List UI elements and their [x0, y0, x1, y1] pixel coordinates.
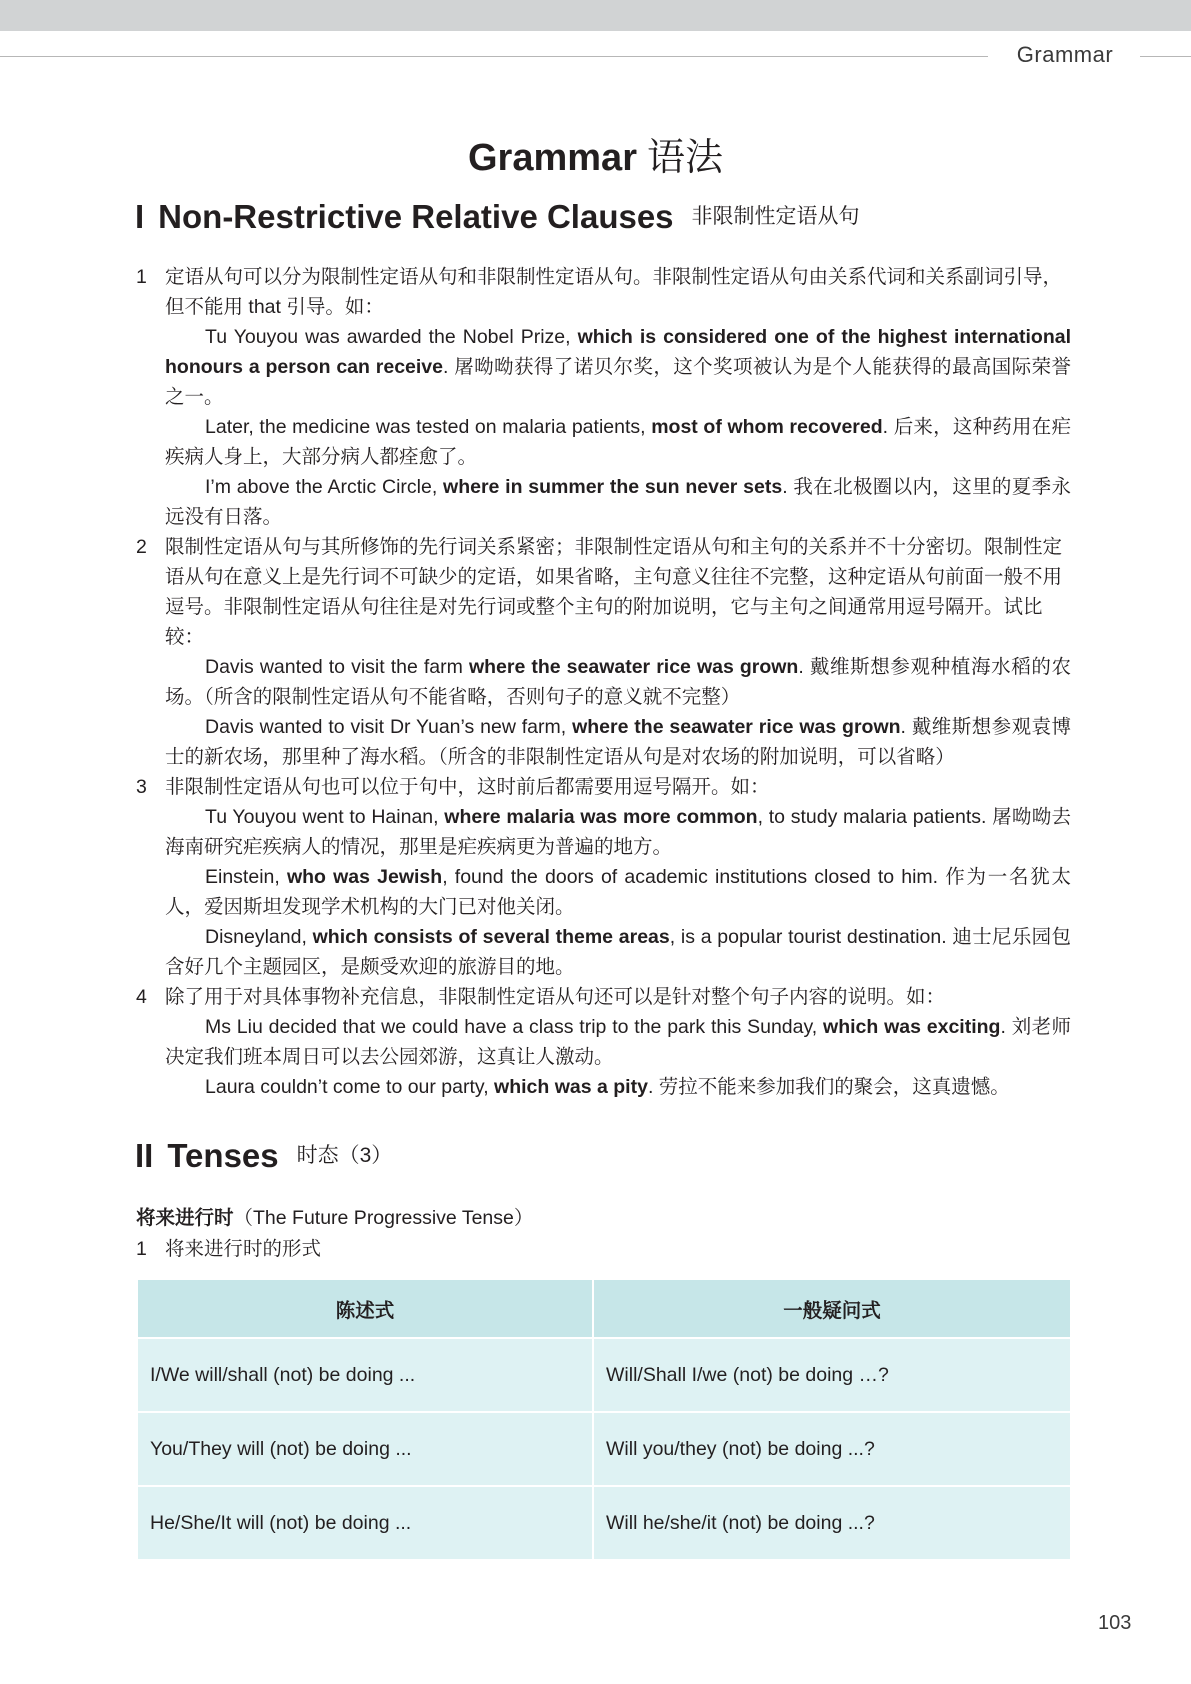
- example-sentence: [165, 472, 1071, 532]
- example-text: . 戴维斯想参观袁博士的新农场，那里种了海水稻。（所含的非限制性定语从句是对农场的附加说明，可以省略）: [165, 716, 1072, 768]
- page-title: [0, 126, 1191, 181]
- example-clause-highlight: where in summer the sun never sets: [443, 476, 783, 498]
- list-item: [136, 982, 1071, 1102]
- example-text: Ms Liu decided that we could have a class trip to the park this Sunday,: [205, 1016, 824, 1038]
- section-number: I: [135, 198, 145, 235]
- example-sentence: [165, 412, 1071, 472]
- example-clause-highlight: which was a pity: [494, 1076, 648, 1098]
- table-cell: Will/Shall I/we (not) be doing …?: [593, 1338, 1071, 1412]
- example-sentence: [165, 322, 1071, 412]
- table-row: [137, 1486, 1071, 1560]
- example-text: , found the doors of academic institutions closed to him. 作为一名犹太人，爱因斯坦发现学术机构的大门已对他关闭。: [165, 866, 1071, 918]
- example-text: , to study malaria patients. 屠呦呦去海南研究疟疾病人的情况，那里是疟疾病更为普遍的地方。: [165, 806, 1072, 858]
- item-text: 将来进行时的形式: [165, 1238, 322, 1260]
- example-text: . 劳拉不能来参加我们的聚会，这真遗憾。: [647, 1076, 1010, 1098]
- item-text: 非限制性定语从句也可以位于句中，这时前后都需要用逗号隔开。如：: [165, 776, 770, 798]
- tense-list-item: [136, 1233, 321, 1261]
- example-text: Davis wanted to visit Dr Yuan’s new farm,: [205, 716, 573, 738]
- section-heading-relative-clauses: [135, 198, 860, 236]
- header-rule-right: [1140, 56, 1191, 57]
- list-item: [136, 772, 1071, 982]
- table-cell: Will he/she/it (not) be doing ...?: [593, 1486, 1071, 1560]
- example-sentence: [165, 802, 1071, 862]
- example-sentence: [165, 1072, 1071, 1102]
- item-number: 1: [136, 1238, 147, 1260]
- item-text: 除了用于对具体事物补充信息，非限制性定语从句还可以是针对整个句子内容的说明。如：: [165, 986, 946, 1008]
- section-heading-tenses: [135, 1137, 392, 1175]
- table-cell: Will you/they (not) be doing ...?: [593, 1412, 1071, 1486]
- example-clause-highlight: who was Jewish: [286, 866, 443, 888]
- example-sentence: [165, 712, 1071, 772]
- list-item: [136, 532, 1071, 772]
- table-row: [137, 1412, 1071, 1486]
- top-gray-band: [0, 0, 1191, 31]
- table-cell: He/She/It will (not) be doing ...: [137, 1486, 593, 1560]
- table-header-question: 一般疑问式: [593, 1279, 1071, 1338]
- table-cell: You/They will (not) be doing ...: [137, 1412, 593, 1486]
- example-text: , is a popular tourist destination. 迪士尼乐园包含好几个主题园区，是颇受欢迎的旅游目的地。: [165, 926, 1071, 978]
- example-text: Davis wanted to visit the farm: [205, 656, 469, 678]
- example-text: Tu Youyou went to Hainan,: [205, 806, 445, 828]
- example-text: Einstein,: [205, 866, 287, 888]
- item-number: 1: [136, 266, 147, 288]
- example-clause-highlight: where the seawater rice was grown: [572, 716, 901, 738]
- running-head: Grammar: [1016, 42, 1114, 67]
- item-text: 限制性定语从句与其所修饰的先行词关系紧密；非限制性定语从句和主句的关系并不十分密切。限制性定语从句在意义上是先行词不可缺少的定语，如果省略，主句意义往往不完整，这种定语从句前面一般不用逗号。非限制性定语从句往往是对先行词或整个主句的附加说明，它与主句之间通常用逗号隔开。试比较：: [165, 536, 1063, 648]
- item-number: 4: [136, 986, 147, 1008]
- example-clause-highlight: most of whom recovered: [651, 416, 883, 438]
- example-text: Laura couldn’t come to our party,: [205, 1076, 495, 1098]
- table-header-statement: 陈述式: [137, 1279, 593, 1338]
- example-text: . 后来，这种药用在疟疾病人身上，大部分病人都痊愈了。: [165, 416, 1071, 468]
- example-clause-highlight: which consists of several theme areas: [312, 926, 670, 948]
- example-text: Tu Youyou was awarded the Nobel Prize,: [205, 326, 578, 348]
- example-text: Disneyland,: [205, 926, 313, 948]
- table-header-row: [137, 1279, 1071, 1338]
- page-title-cn: 语法: [646, 137, 723, 179]
- example-text: I’m above the Arctic Circle,: [205, 476, 444, 498]
- item-text: 定语从句可以分为限制性定语从句和非限制性定语从句。非限制性定语从句由关系代词和关系副词引导，但不能用 that 引导。如：: [165, 266, 1063, 318]
- section-title: Tenses: [167, 1137, 279, 1174]
- example-text: . 屠呦呦获得了诺贝尔奖，这个奖项被认为是个人能获得的最高国际荣誉之一。: [165, 356, 1071, 408]
- tense-subtitle-cn: 将来进行时: [136, 1207, 234, 1229]
- example-text: . 刘老师决定我们班本周日可以去公园郊游，这真让人激动。: [165, 1016, 1071, 1068]
- example-clause-highlight: which was exciting: [823, 1016, 1001, 1038]
- example-sentence: [165, 862, 1071, 922]
- relative-clauses-body: [136, 262, 1071, 1102]
- list-item: [136, 262, 1071, 532]
- section-title-cn: 时态（3）: [296, 1144, 393, 1167]
- table-cell: I/We will/shall (not) be doing ...: [137, 1338, 593, 1412]
- section-title-cn: 非限制性定语从句: [691, 205, 860, 228]
- example-sentence: [165, 652, 1071, 712]
- section-number: II: [135, 1137, 154, 1174]
- example-text: Later, the medicine was tested on malaria patients,: [205, 416, 652, 438]
- example-text: . 我在北极圈以内，这里的夏季永远没有日落。: [165, 476, 1072, 528]
- page-title-en: Grammar: [468, 137, 637, 179]
- example-sentence: [165, 1012, 1071, 1072]
- example-text: . 戴维斯想参观种植海水稻的农场。（所含的限制性定语从句不能省略，否则句子的意义就不完整）: [165, 656, 1071, 708]
- page-number: 103: [1098, 1612, 1132, 1634]
- example-clause-highlight: where the seawater rice was grown: [468, 656, 799, 678]
- header-rule-left: [0, 56, 988, 57]
- example-clause-highlight: where malaria was more common: [444, 806, 758, 828]
- tense-subtitle: [136, 1202, 533, 1230]
- tense-subtitle-en: （The Future Progressive Tense）: [233, 1207, 534, 1229]
- section-title: Non-Restrictive Relative Clauses: [158, 198, 674, 235]
- item-number: 2: [136, 536, 147, 558]
- future-progressive-forms-table: [136, 1278, 1072, 1561]
- example-clause-highlight: which is considered one of the highest international honours a person can receive: [165, 326, 1071, 378]
- item-number: 3: [136, 776, 147, 798]
- example-sentence: [165, 922, 1071, 982]
- table-row: [137, 1338, 1071, 1412]
